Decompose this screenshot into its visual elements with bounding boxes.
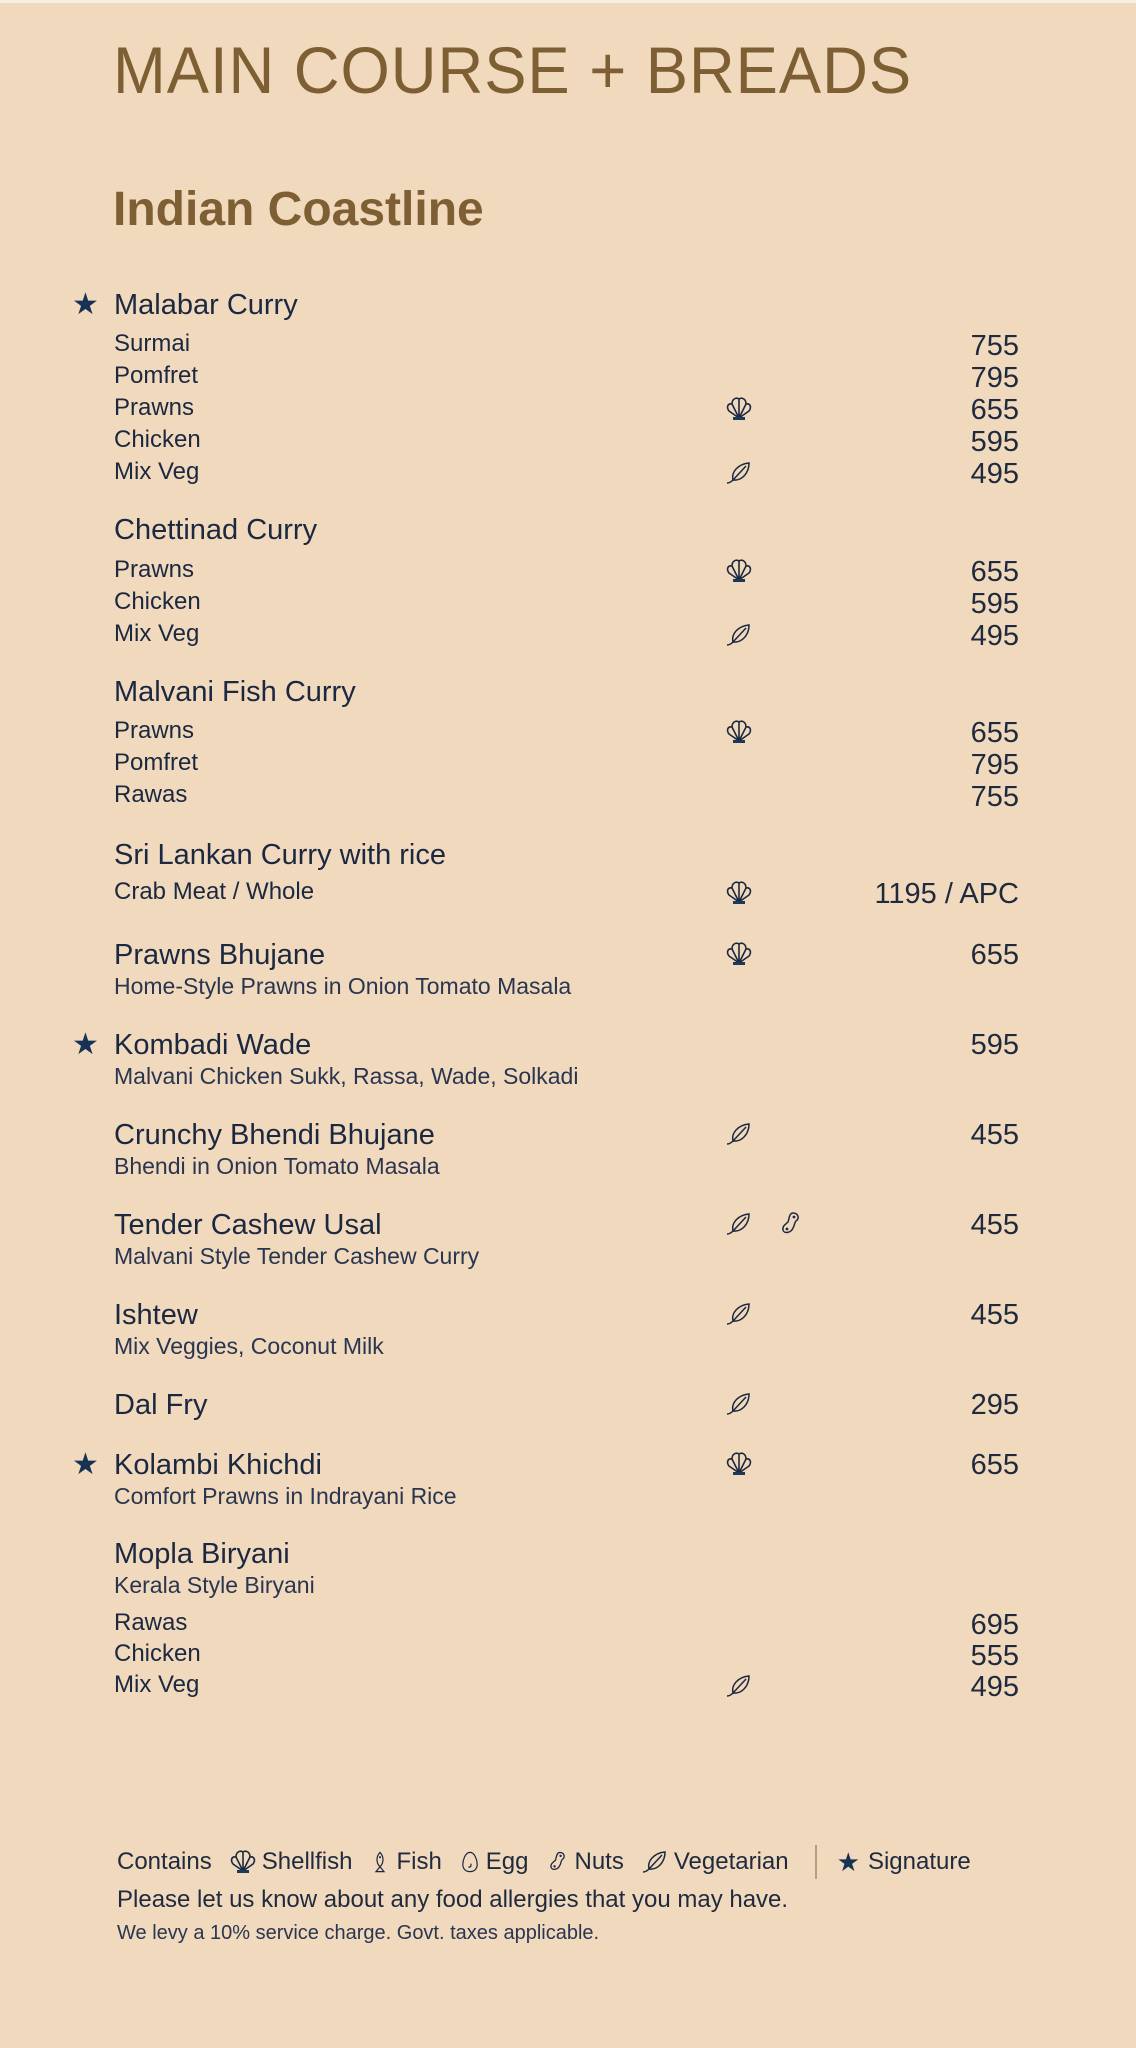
price: 1195 / APC	[874, 878, 1019, 910]
price: 655	[970, 939, 1019, 971]
dish-name: Chettinad Curry	[114, 514, 318, 546]
price: 595	[970, 426, 1019, 458]
legend-shellfish	[228, 1847, 353, 1877]
variant-name: Prawns	[114, 394, 195, 421]
service-charge-note: We levy a 10% service charge. Govt. taxes applicable.	[117, 1922, 600, 1944]
price: 755	[970, 781, 1019, 813]
price: 455	[970, 1119, 1019, 1151]
variant-name: Crab Meat / Whole	[114, 878, 315, 905]
price: 655	[970, 1449, 1019, 1481]
menu-item-malvani-fish-curry	[0, 676, 1136, 708]
variant-name: Mix Veg	[114, 458, 200, 485]
vegetarian-icon	[724, 1299, 754, 1329]
price: 495	[970, 1671, 1019, 1703]
variant-row	[0, 781, 1136, 813]
legend-label: Egg	[485, 1848, 529, 1875]
legend-contains-label: Contains	[117, 1848, 212, 1875]
variant-row	[0, 878, 1136, 910]
egg-icon	[458, 1847, 482, 1877]
dish-description-row	[0, 1243, 1136, 1275]
shellfish-icon	[724, 394, 754, 424]
price: 655	[970, 394, 1019, 426]
variant-name: Chicken	[114, 426, 201, 453]
price: 555	[970, 1640, 1019, 1672]
shellfish-icon	[724, 556, 754, 586]
vegetarian-icon	[724, 458, 754, 488]
dish-name: Tender Cashew Usal	[114, 1209, 382, 1241]
dish-name: Kolambi Khichdi	[114, 1449, 322, 1481]
variant-row	[0, 717, 1136, 749]
dish-description: Mix Veggies, Coconut Milk	[114, 1333, 384, 1359]
variant-row	[0, 556, 1136, 588]
legend-egg	[458, 1847, 529, 1877]
nuts-icon	[545, 1847, 571, 1877]
variant-name: Surmai	[114, 330, 191, 357]
variant-row	[0, 1640, 1136, 1672]
signature-star-icon: ★	[72, 1028, 99, 1061]
menu-item-malabar-curry	[0, 289, 1136, 321]
shellfish-icon	[228, 1847, 258, 1877]
top-edge	[0, 0, 1136, 3]
price: 495	[970, 620, 1019, 652]
menu-item-ishtew	[0, 1299, 1136, 1331]
variant-row	[0, 1671, 1136, 1703]
dish-name: Prawns Bhujane	[114, 939, 326, 971]
variant-name: Rawas	[114, 781, 188, 808]
dish-description: Bhendi in Onion Tomato Masala	[114, 1153, 440, 1179]
page-title: MAIN COURSE + BREADS	[113, 33, 913, 107]
variant-row	[0, 362, 1136, 394]
menu-item-prawns-bhujane	[0, 939, 1136, 971]
price: 655	[970, 556, 1019, 588]
price: 455	[970, 1209, 1019, 1241]
legend-nuts	[545, 1847, 624, 1877]
shellfish-icon	[724, 939, 754, 969]
variant-row	[0, 426, 1136, 458]
price: 455	[970, 1299, 1019, 1331]
signature-star-icon: ★	[72, 288, 99, 321]
legend-vegetarian	[640, 1847, 789, 1877]
allergen-legend	[117, 1845, 971, 1879]
shellfish-icon	[724, 717, 754, 747]
menu-item-kombadi-wade	[0, 1029, 1136, 1061]
dish-description-row	[0, 1333, 1136, 1365]
menu-item-dal-fry	[0, 1389, 1136, 1421]
dish-name: Malvani Fish Curry	[114, 676, 356, 708]
variant-name: Chicken	[114, 1640, 201, 1667]
dish-name: Dal Fry	[114, 1389, 208, 1421]
menu-item-sri-lankan-curry	[0, 839, 1136, 871]
variant-row	[0, 394, 1136, 426]
price: 595	[970, 1029, 1019, 1061]
dish-description: Kerala Style Biryani	[114, 1572, 315, 1598]
legend-label: Nuts	[574, 1848, 624, 1875]
dish-name: Crunchy Bhendi Bhujane	[114, 1119, 435, 1151]
menu-item-crunchy-bhendi-bhujane	[0, 1119, 1136, 1151]
dish-description-row	[0, 1063, 1136, 1095]
dish-description: Malvani Chicken Sukk, Rassa, Wade, Solkadi	[114, 1063, 579, 1089]
menu-item-tender-cashew-usal	[0, 1209, 1136, 1241]
variant-row	[0, 620, 1136, 652]
section-title: Indian Coastline	[113, 183, 484, 236]
variant-name: Pomfret	[114, 362, 199, 389]
price: 595	[970, 588, 1019, 620]
allergy-note: Please let us know about any food allergies that you may have.	[117, 1886, 789, 1913]
variant-name: Mix Veg	[114, 1671, 200, 1698]
dish-description-row	[0, 1483, 1136, 1515]
price: 695	[970, 1609, 1019, 1641]
vegetarian-icon	[724, 1389, 754, 1419]
nuts-icon	[776, 1209, 806, 1239]
dish-name: Kombadi Wade	[114, 1029, 312, 1061]
price: 295	[970, 1389, 1019, 1421]
menu-item-mopla-biryani	[0, 1538, 1136, 1570]
fish-icon	[368, 1847, 392, 1877]
legend-signature-label: Signature	[867, 1848, 971, 1875]
dish-name: Sri Lankan Curry with rice	[114, 839, 446, 871]
variant-name: Mix Veg	[114, 620, 200, 647]
variant-row	[0, 1609, 1136, 1641]
variant-name: Prawns	[114, 556, 195, 583]
dish-description-row	[0, 1153, 1136, 1185]
shellfish-icon	[724, 878, 754, 908]
variant-name: Pomfret	[114, 749, 199, 776]
dish-name: Mopla Biryani	[114, 1538, 290, 1570]
price: 795	[970, 749, 1019, 781]
variant-name: Rawas	[114, 1609, 188, 1636]
vegetarian-icon	[724, 1671, 754, 1701]
dish-description-row	[0, 1572, 1136, 1604]
vegetarian-icon	[724, 1119, 754, 1149]
dish-description-row	[0, 973, 1136, 1005]
dish-name: Malabar Curry	[114, 289, 298, 321]
variant-row	[0, 749, 1136, 781]
menu-item-kolambi-khichdi	[0, 1449, 1136, 1481]
menu-item-chettinad-curry	[0, 514, 1136, 546]
variant-name: Chicken	[114, 588, 201, 615]
dish-description: Home-Style Prawns in Onion Tomato Masala	[114, 973, 572, 999]
variant-name: Prawns	[114, 717, 195, 744]
signature-star-icon: ★	[836, 1846, 860, 1877]
dish-description: Comfort Prawns in Indrayani Rice	[114, 1483, 457, 1509]
vegetarian-icon	[640, 1847, 670, 1877]
legend-fish	[368, 1847, 441, 1877]
dish-name: Ishtew	[114, 1299, 198, 1331]
legend-label: Shellfish	[261, 1848, 353, 1875]
legend-label: Fish	[396, 1848, 442, 1875]
variant-row	[0, 458, 1136, 490]
signature-star-icon: ★	[72, 1448, 99, 1481]
vegetarian-icon	[724, 1209, 754, 1239]
price: 495	[970, 458, 1019, 490]
price: 655	[970, 717, 1019, 749]
price: 795	[970, 362, 1019, 394]
variant-row	[0, 588, 1136, 620]
vegetarian-icon	[724, 620, 754, 650]
price: 755	[970, 330, 1019, 362]
dish-description: Malvani Style Tender Cashew Curry	[114, 1243, 480, 1269]
variant-row	[0, 330, 1136, 362]
legend-divider	[815, 1845, 817, 1879]
shellfish-icon	[724, 1449, 754, 1479]
legend-label: Vegetarian	[673, 1848, 789, 1875]
